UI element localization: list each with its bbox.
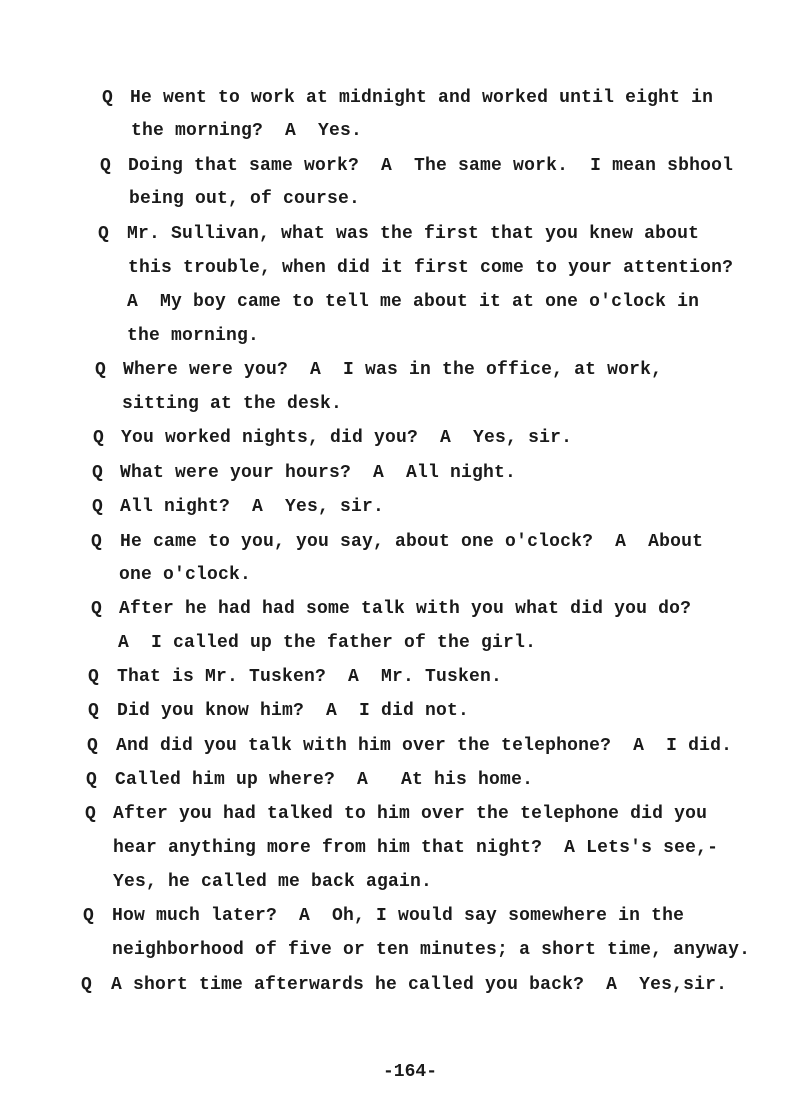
page-number: -164- <box>383 1062 438 1082</box>
transcript-line: You worked nights, did you? A Yes, sir. <box>121 428 573 448</box>
question-marker: Q <box>100 156 111 176</box>
question-marker: Q <box>87 736 98 756</box>
question-marker: Q <box>93 428 104 448</box>
question-marker: Q <box>92 497 103 517</box>
transcript-line: A short time afterwards he called you back? A Yes,sir. <box>111 975 728 995</box>
transcript-line: After he had had some talk with you what did you do? <box>119 599 692 619</box>
transcript-line: How much later? A Oh, I would say somewhere in the <box>112 906 685 926</box>
transcript-line: being out, of course. <box>129 189 361 209</box>
transcript-line: the morning? A Yes. <box>131 121 363 141</box>
transcript-line: Mr. Sullivan, what was the first that you knew about <box>127 224 700 244</box>
question-marker: Q <box>88 667 99 687</box>
transcript-line: He went to work at midnight and worked until eight in <box>130 88 714 108</box>
transcript-line: Where were you? A I was in the office, at work, <box>123 360 663 380</box>
question-marker: Q <box>85 804 96 824</box>
question-marker: Q <box>102 88 113 108</box>
question-marker: Q <box>81 975 92 995</box>
transcript-line: After you had talked to him over the telephone did you <box>113 804 708 824</box>
transcript-line: Doing that same work? A The same work. I mean sbhool <box>128 156 734 176</box>
question-marker: Q <box>86 770 97 790</box>
question-marker: Q <box>92 463 103 483</box>
transcript-line: A I called up the father of the girl. <box>118 633 537 653</box>
transcript-line: And did you talk with him over the telephone? A I did. <box>116 736 733 756</box>
transcript-line: Called him up where? A At his home. <box>115 770 534 790</box>
transcript-line: hear anything more from him that night? A Lets's see,- <box>113 838 719 858</box>
transcript-line: this trouble, when did it first come to your attention? <box>128 258 734 278</box>
transcript-line: He came to you, you say, about one o'clock? A About <box>120 532 704 552</box>
transcript-line: All night? A Yes, sir. <box>120 497 385 517</box>
transcript-line: That is Mr. Tusken? A Mr. Tusken. <box>117 667 503 687</box>
question-marker: Q <box>91 532 102 552</box>
transcript-line: Yes, he called me back again. <box>113 872 433 892</box>
question-marker: Q <box>91 599 102 619</box>
transcript-line: one o'clock. <box>119 565 252 585</box>
transcript-line: neighborhood of five or ten minutes; a short time, anyway. <box>112 940 751 960</box>
transcript-line: the morning. <box>127 326 260 346</box>
question-marker: Q <box>98 224 109 244</box>
transcript-line: Did you know him? A I did not. <box>117 701 470 721</box>
transcript-line: sitting at the desk. <box>122 394 343 414</box>
transcript-line: What were your hours? A All night. <box>120 463 517 483</box>
question-marker: Q <box>95 360 106 380</box>
transcript-line: A My boy came to tell me about it at one o'clock in <box>127 292 700 312</box>
question-marker: Q <box>83 906 94 926</box>
question-marker: Q <box>88 701 99 721</box>
